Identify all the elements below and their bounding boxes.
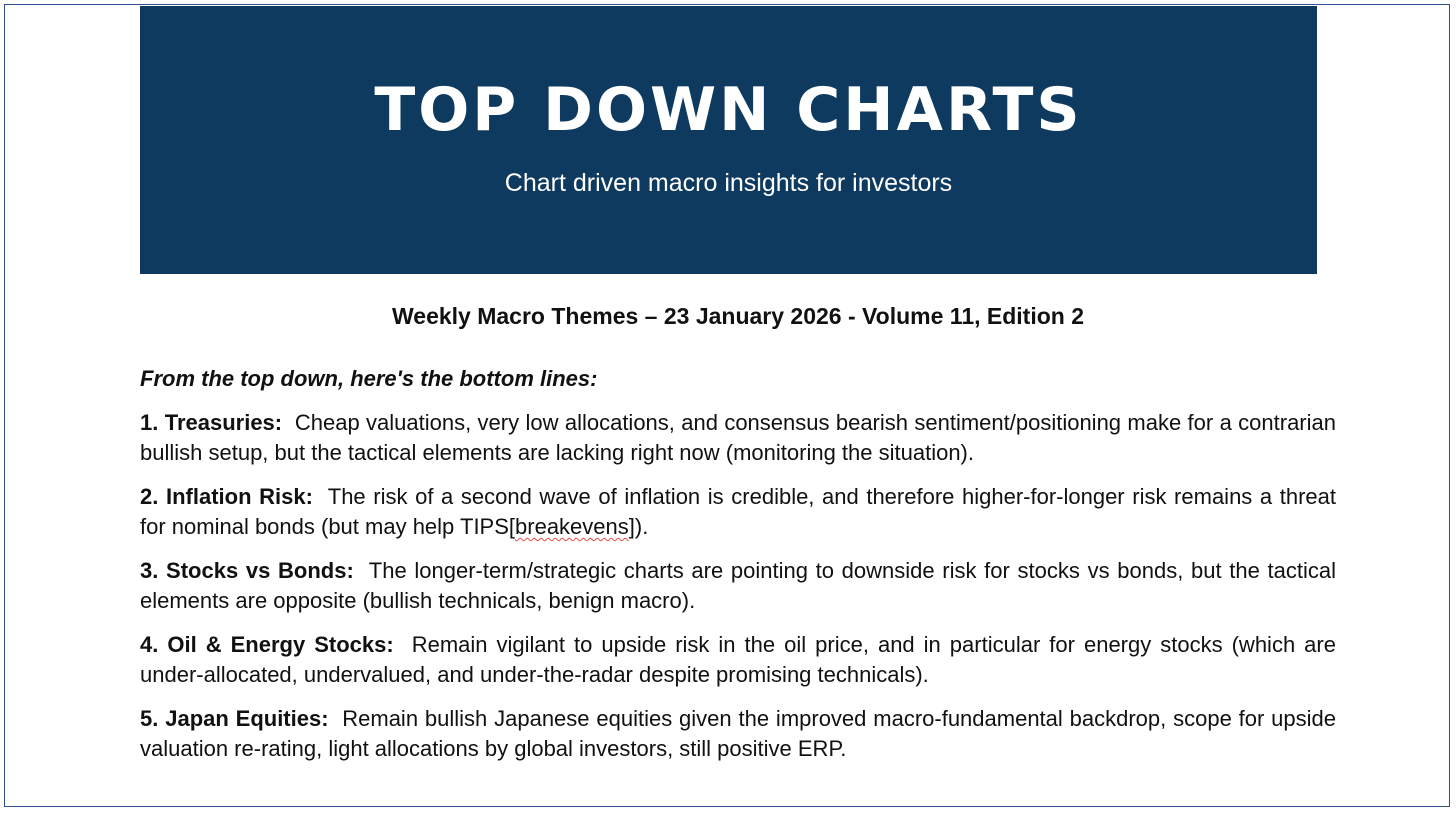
point-heading: Japan Equities: [165, 706, 329, 731]
brand-tagline: Chart driven macro insights for investors [504, 169, 953, 197]
point-text-end: ]). [628, 514, 649, 539]
point-text: Remain vigilant to upside risk in the oil price, and in particular for energy stocks (which are under-allocated, undervalued, and under-the-radar despite promising technicals). [140, 632, 1336, 687]
point-number: 5. [140, 706, 159, 731]
point-heading: Treasuries: [164, 410, 283, 435]
bottom-lines-section [140, 364, 1336, 778]
point-stocks-vs-bonds [140, 556, 1336, 616]
point-text: Remain bullish Japanese equities given the improved macro-fundamental backdrop, scope for upside valuation re-rating, light allocations by global investors, still positive ERP. [140, 706, 1336, 761]
point-number: 2. [140, 484, 159, 509]
point-text: Cheap valuations, very low allocations, and consensus bearish sentiment/positioning make for a contrarian bullish setup, but the tactical elements are lacking right now (monitoring the situation). [140, 410, 1336, 465]
intro-line: From the top down, here's the bottom lines: [140, 366, 598, 391]
point-oil-energy [140, 630, 1336, 690]
brand-title: TOP DOWN CHARTS [374, 75, 1083, 145]
point-heading: Stocks vs Bonds: [166, 558, 354, 583]
point-number: 4. [140, 632, 159, 657]
point-japan-equities [140, 704, 1336, 764]
edition-title: Weekly Macro Themes – 23 January 2026 - Volume 11, Edition 2 [391, 303, 1084, 329]
point-heading: Inflation Risk: [165, 484, 313, 509]
point-text: The risk of a second wave of inflation is credible, and therefore higher-for-longer risk remains a threat for nominal bonds (but may help TIPS[ [140, 484, 1337, 539]
point-treasuries [140, 408, 1336, 468]
spellcheck-marked-word: breakevens [515, 514, 629, 539]
point-number: 1. [140, 410, 159, 435]
header-banner [140, 6, 1317, 274]
point-inflation-risk [140, 482, 1336, 542]
point-text: The longer-term/strategic charts are pointing to downside risk for stocks vs bonds, but the tactical elements are opposite (bullish technicals, benign macro). [140, 558, 1336, 613]
point-number: 3. [140, 558, 159, 583]
point-heading: Oil & Energy Stocks: [167, 632, 394, 657]
